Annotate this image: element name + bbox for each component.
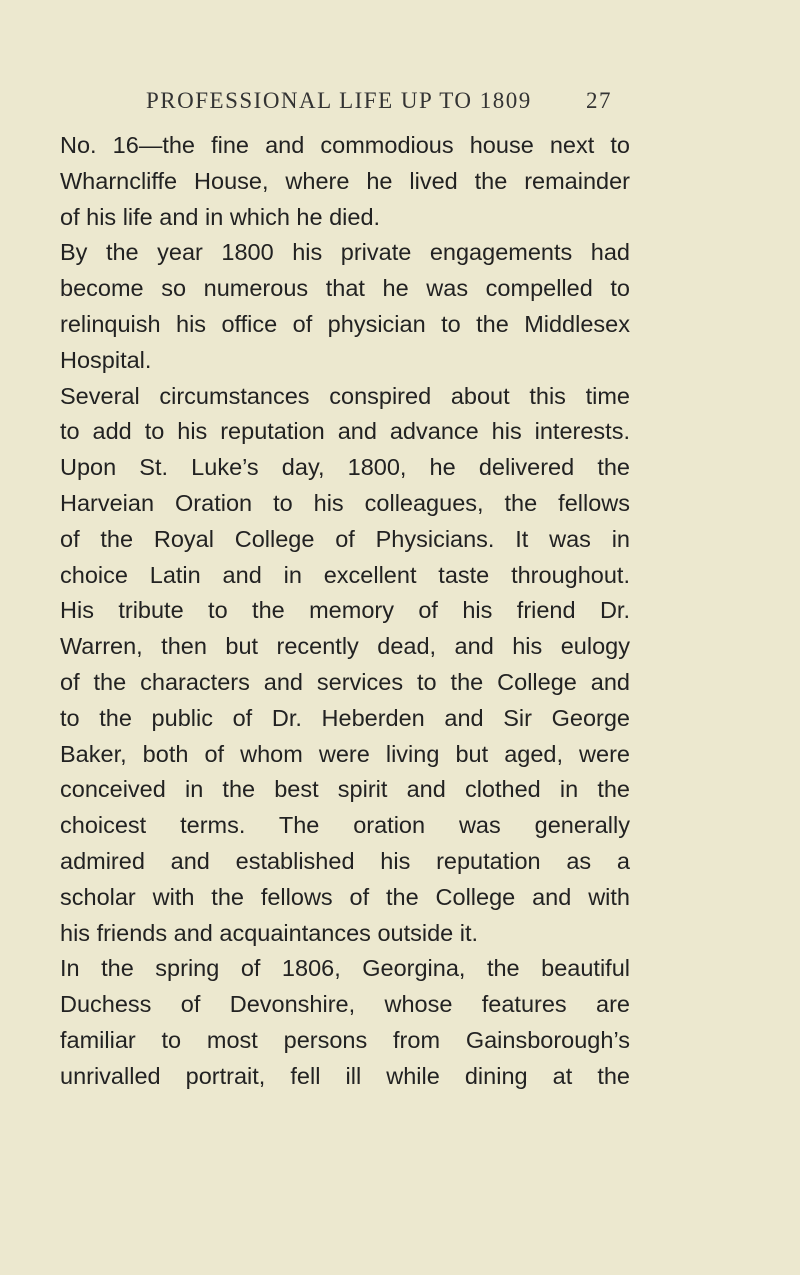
- text-line: No. 16—the fine and commodious house next to: [60, 132, 630, 158]
- paragraph: [60, 235, 630, 378]
- paragraph: [60, 951, 630, 1094]
- text-line: His tribute to the memory of his friend Dr.: [60, 597, 630, 624]
- text-line: Upon St. Luke’s day, 1800, he delivered the: [60, 454, 630, 481]
- text-line: Hospital.: [60, 346, 152, 373]
- text-line: to the public of Dr. Heberden and Sir George: [60, 704, 630, 731]
- text-line: By the year 1800 his private engagements had: [60, 239, 630, 266]
- text-line: choice Latin and in excellent taste throughout.: [60, 561, 630, 588]
- text-line: familiar to most persons from Gainsborough’s: [60, 1026, 630, 1053]
- text-line: In the spring of 1806, Georgina, the beautiful: [60, 955, 630, 982]
- paragraph: [60, 128, 630, 235]
- text-line: choicest terms. The oration was generally: [60, 812, 630, 839]
- text-line: Baker, both of whom were living but aged, were: [60, 740, 630, 767]
- body-text: [60, 128, 630, 1095]
- text-line: scholar with the fellows of the College and with: [60, 883, 630, 910]
- text-line: admired and established his reputation as a: [60, 847, 630, 874]
- text-line: conceived in the best spirit and clothed in the: [60, 776, 630, 803]
- text-line: relinquish his office of physician to the Middlesex: [60, 310, 630, 337]
- text-line: Harveian Oration to his colleagues, the fellows: [60, 489, 630, 516]
- text-line: become so numerous that he was compelled to: [60, 275, 630, 302]
- text-line: his friends and acquaintances outside it.: [60, 919, 479, 946]
- running-title: PROFESSIONAL LIFE UP TO 1809: [146, 88, 532, 113]
- text-line: Duchess of Devonshire, whose features are: [60, 991, 630, 1018]
- text-line: unrivalled portrait, fell ill while dining at the: [60, 1062, 630, 1089]
- text-line: to add to his reputation and advance his interests.: [60, 418, 630, 445]
- text-line: of his life and in which he died.: [60, 203, 381, 230]
- paragraph: [60, 379, 630, 952]
- text-line: Warren, then but recently dead, and his eulogy: [60, 633, 630, 660]
- text-line: Several circumstances conspired about this time: [60, 382, 630, 409]
- text-line: of the characters and services to the College and: [60, 668, 630, 695]
- text-line: Wharncliffe House, where he lived the remainder: [60, 167, 630, 194]
- page-number: 27: [586, 88, 612, 113]
- text-line: of the Royal College of Physicians. It was in: [60, 525, 630, 552]
